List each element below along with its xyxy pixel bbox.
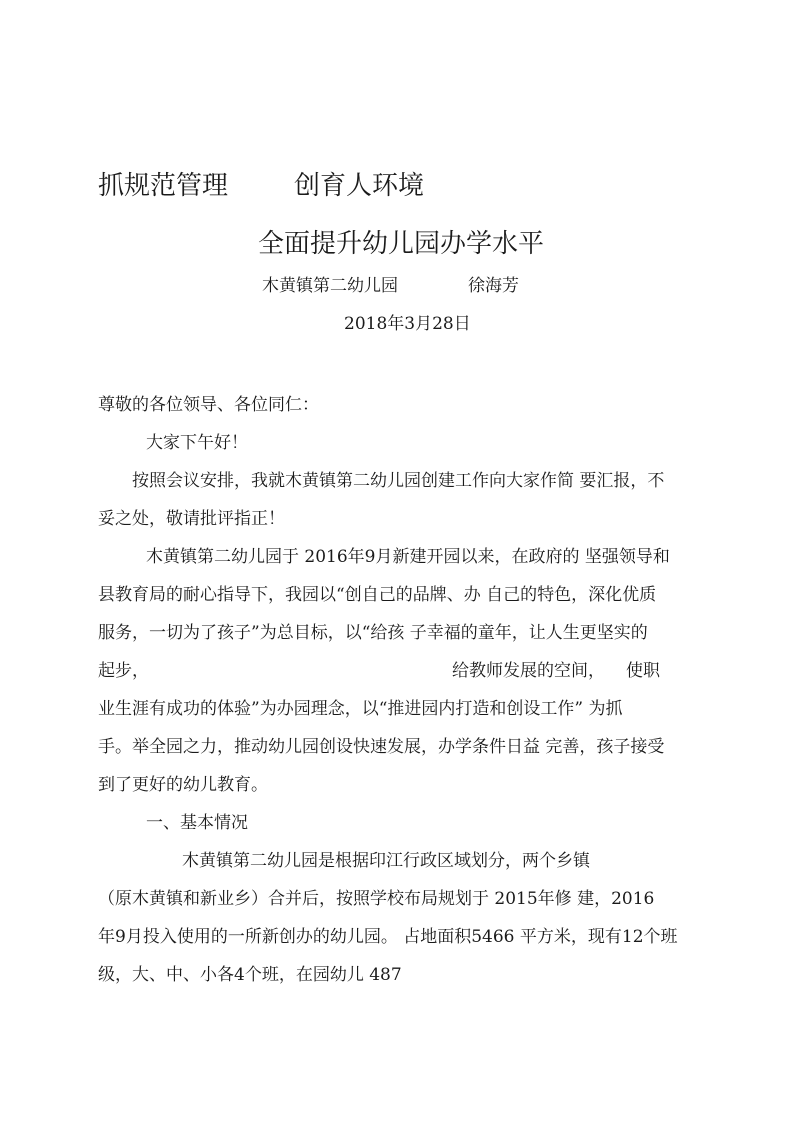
section-heading: 一、基本情况 (146, 813, 248, 833)
paragraph-line: 业生涯有成功的体验”为办园理念，以“推进园内打造和创设工作” 为抓 (98, 699, 623, 719)
paragraph-line: 木黄镇第二幼儿园是根据印江行政区域划分，两个乡镇 (182, 851, 590, 871)
document-title-line1 (98, 168, 424, 204)
paragraph-line: 手。举全园之力，推动幼儿园创设快速发展，办学条件日益 完善，孩子接受 (98, 737, 665, 757)
salutation: 尊敬的各位领导、各位同仁： (98, 395, 319, 415)
document-date: 2018年3月28日 (344, 314, 471, 334)
paragraph-line: 按照会议安排，我就木黄镇第二幼儿园创建工作向大家作简 要汇报，不 (132, 471, 665, 491)
paragraph-line: 起步， (98, 661, 149, 681)
paragraph-line: 给教师发展的空间， (452, 661, 605, 681)
paragraph-line: 到了更好的幼儿教育。 (98, 775, 268, 795)
paragraph-line: （原木黄镇和新业乡）合并后，按照学校布局规划于 2015年修 建，2016 (98, 889, 655, 909)
paragraph-line: 级，大、中、小各4个班，在园幼儿 487 (98, 965, 402, 985)
paragraph-line: 使职 (626, 661, 660, 681)
paragraph-line: 年9月投入使用的一所新创办的幼儿园。 占地面积5466 平方米，现有12个班 (98, 927, 678, 947)
title-part2: 创育人环境 (294, 171, 425, 201)
author-name: 徐海芳 (468, 276, 519, 296)
document-title-line2: 全面提升幼儿园办学水平 (258, 229, 545, 259)
author-org: 木黄镇第二幼儿园 (262, 276, 398, 296)
title-part1: 抓规范管理 (98, 171, 229, 201)
paragraph-line: 服务，一切为了孩子”为总目标，以“给孩 子幸福的童年，让人生更坚实的 (98, 623, 648, 643)
author-line (262, 274, 519, 298)
paragraph-line: 木黄镇第二幼儿园于 2016年9月新建开园以来，在政府的 坚强领导和 (146, 547, 670, 567)
greeting: 大家下午好！ (146, 433, 248, 453)
paragraph-line: 妥之处，敬请批评指正！ (98, 509, 285, 529)
paragraph-line: 县教育局的耐心指导下，我园以“创自己的品牌、办 自己的特色，深化优质 (98, 585, 657, 605)
